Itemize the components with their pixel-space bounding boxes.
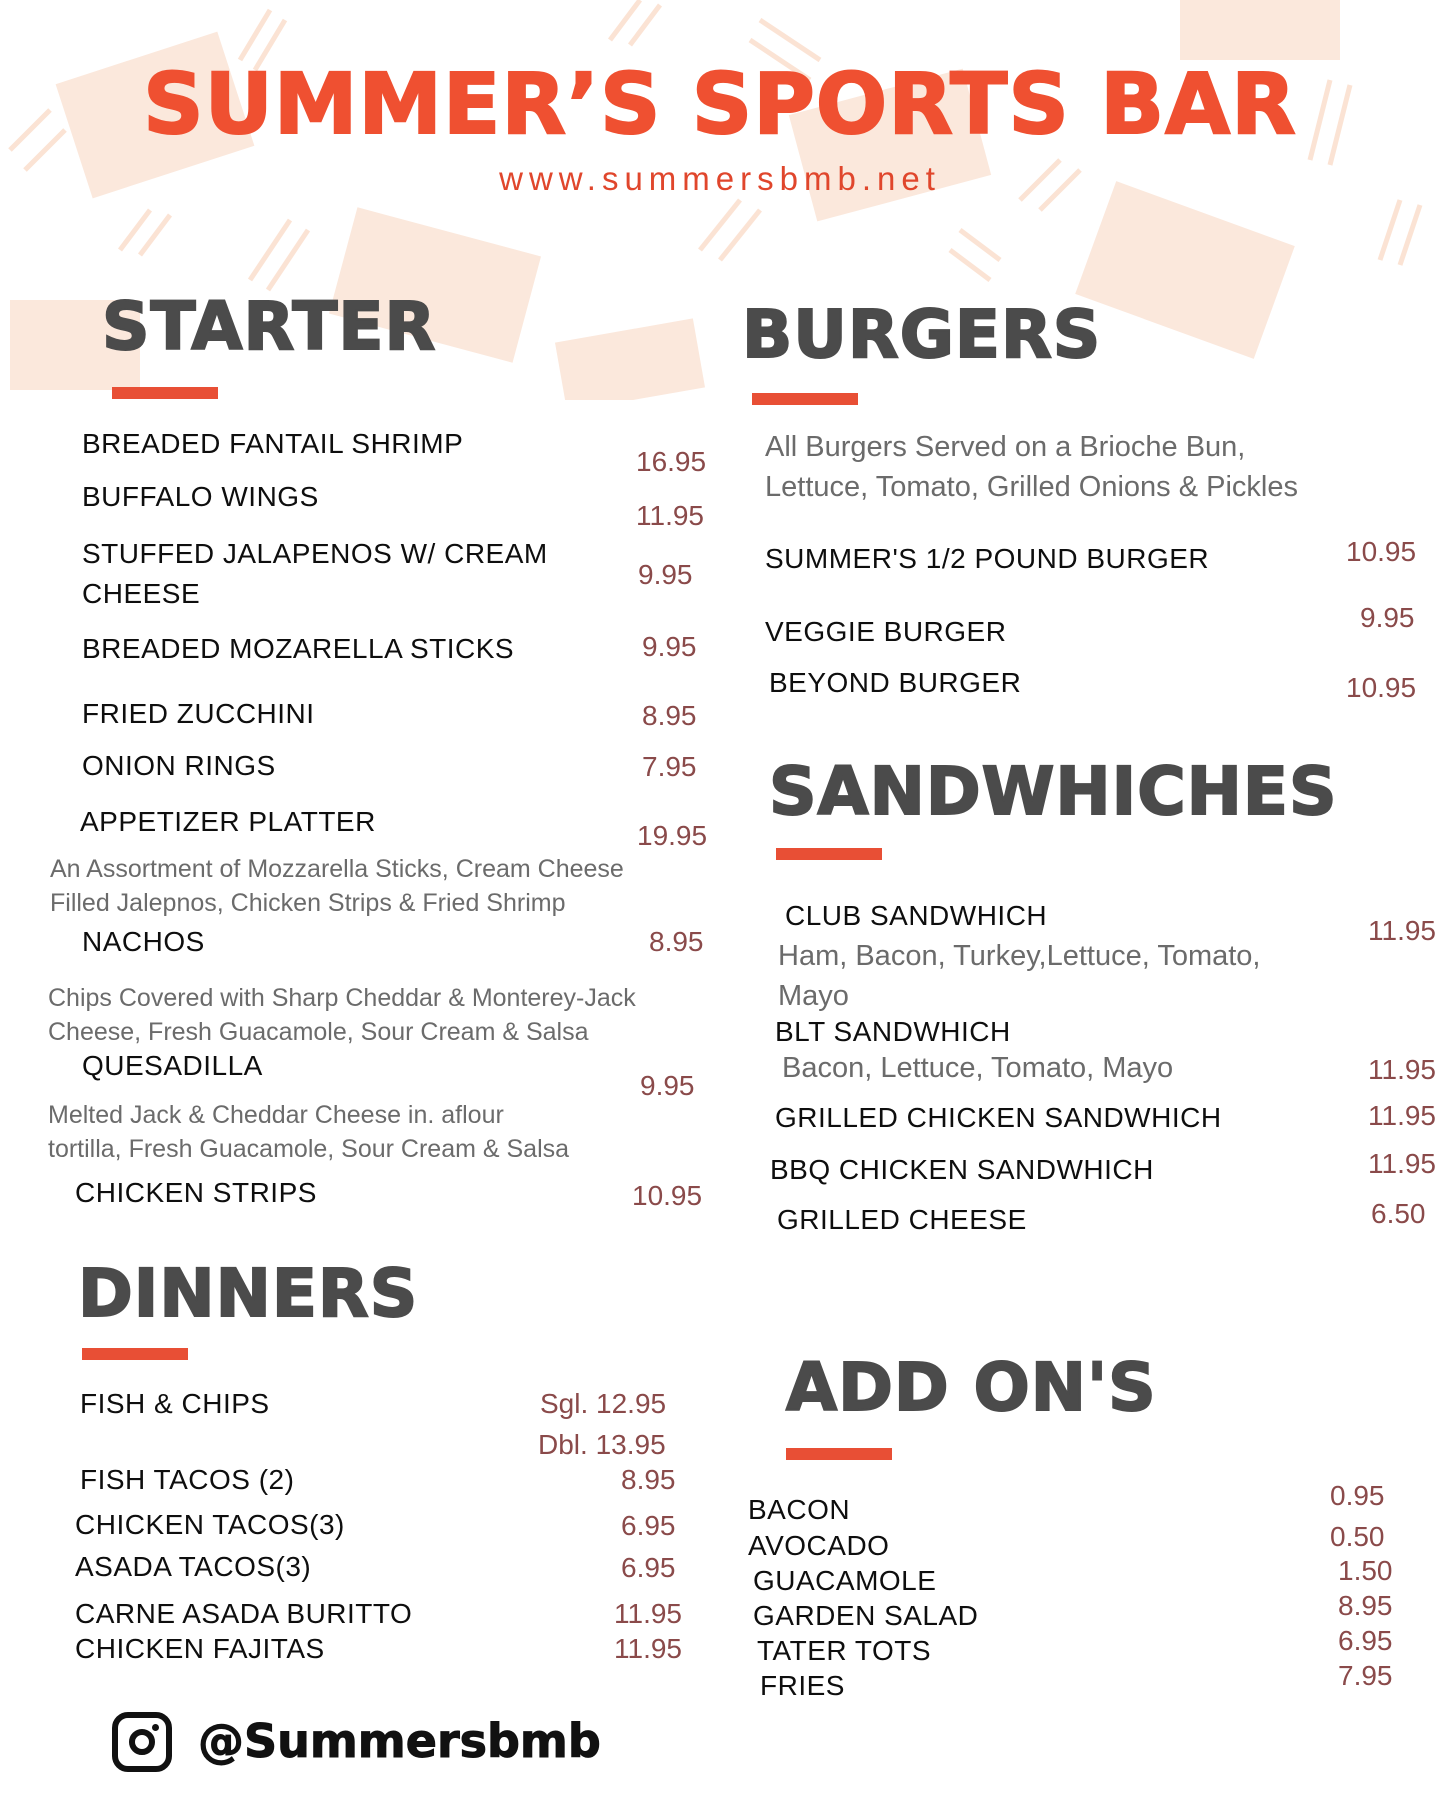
addons-underline — [786, 1448, 892, 1460]
burgers-description: Lettuce, Tomato, Grilled Onions & Pickles — [765, 471, 1298, 503]
menu-item-name: NACHOS — [82, 926, 205, 957]
menu-item-price: 6.50 — [1371, 1198, 1426, 1229]
menu-item-description: tortilla, Fresh Guacamole, Sour Cream & Salsa — [48, 1135, 570, 1163]
burgers-heading: BURGERS — [742, 296, 1102, 373]
menu-item-name: CHICKEN FAJITAS — [75, 1633, 325, 1664]
menu-item-price: 7.95 — [1338, 1660, 1393, 1691]
menu-item-name: FRIED ZUCCHINI — [82, 698, 315, 729]
menu-item-description: Filled Jalepnos, Chicken Strips & Fried Shrimp — [50, 889, 566, 917]
menu-item-name: SUMMER'S 1/2 POUND BURGER — [765, 543, 1210, 574]
restaurant-title: SUMMER’S SPORTS BAR — [143, 55, 1297, 153]
dinners-underline — [82, 1348, 188, 1360]
menu-item-description: Ham, Bacon, Turkey,Lettuce, Tomato, — [778, 940, 1261, 972]
menu-item-name: VEGGIE BURGER — [765, 616, 1007, 647]
menu-item-price: 8.95 — [649, 926, 704, 957]
starter-heading: STARTER — [102, 288, 437, 365]
burgers-underline — [752, 393, 858, 405]
menu-item-name: GUACAMOLE — [753, 1565, 937, 1596]
menu-item-price: 0.50 — [1330, 1521, 1385, 1552]
menu-item-price: 11.95 — [614, 1598, 682, 1629]
menu-item-price: 10.95 — [632, 1180, 703, 1211]
menu-item-name: BREADED MOZARELLA STICKS — [82, 633, 515, 664]
menu-item-name-cont: CHEESE — [82, 578, 201, 609]
menu-item-name: FISH & CHIPS — [80, 1388, 270, 1419]
addons-heading: ADD ON'S — [786, 1349, 1157, 1426]
menu-item-price: 11.95 — [1368, 1054, 1436, 1085]
menu-item-name: BACON — [748, 1494, 851, 1525]
website-url[interactable]: www.summersbmb.net — [499, 160, 941, 197]
menu-item-name: BBQ CHICKEN SANDWHICH — [770, 1154, 1154, 1185]
menu-item-name: QUESADILLA — [82, 1050, 263, 1081]
menu-item-price: 1.50 — [1338, 1555, 1393, 1586]
menu-item-price: 6.95 — [621, 1510, 676, 1541]
menu-item-name: GRILLED CHEESE — [777, 1204, 1027, 1235]
menu-item-price: 11.95 — [1368, 915, 1436, 946]
menu-item-name: CARNE ASADA BURITTO — [75, 1598, 413, 1629]
menu-item-price: 19.95 — [637, 820, 708, 851]
menu-item-price: 9.95 — [638, 559, 693, 590]
menu-item-price: 8.95 — [1338, 1590, 1393, 1621]
menu-item-name: FRIES — [760, 1670, 845, 1701]
menu-item-name: BEYOND BURGER — [769, 667, 1022, 698]
menu-item-price: 9.95 — [640, 1070, 695, 1101]
menu-item-name: APPETIZER PLATTER — [80, 806, 376, 837]
menu-item-description: Chips Covered with Sharp Cheddar & Monterey-Jack — [48, 984, 636, 1012]
menu-item-name: GARDEN SALAD — [753, 1600, 979, 1631]
burgers-description: All Burgers Served on a Brioche Bun, — [765, 431, 1246, 463]
menu-item-name: STUFFED JALAPENOS W/ CREAM — [82, 538, 548, 569]
menu-item-name: BLT SANDWHICH — [775, 1016, 1011, 1047]
menu-item-price: 9.95 — [1360, 602, 1415, 633]
menu-item-price: 6.95 — [621, 1552, 676, 1583]
menu-item-price-double: Dbl. 13.95 — [538, 1429, 666, 1460]
menu-item-price: 10.95 — [1346, 536, 1417, 567]
menu-item-price: 11.95 — [614, 1633, 682, 1664]
menu-item-price: 10.95 — [1346, 672, 1417, 703]
menu-item-name: FISH TACOS (2) — [80, 1464, 295, 1495]
menu-item-price: 8.95 — [642, 700, 697, 731]
menu-item-name: CLUB SANDWHICH — [785, 900, 1048, 931]
menu-item-name: BUFFALO WINGS — [82, 481, 319, 512]
menu-item-description: Mayo — [778, 980, 849, 1012]
dinners-heading: DINNERS — [78, 1255, 419, 1332]
menu-item-description: Bacon, Lettuce, Tomato, Mayo — [782, 1052, 1174, 1084]
menu-item-price: 11.95 — [1368, 1148, 1436, 1179]
starter-underline — [112, 387, 218, 399]
menu-item-name: CHICKEN TACOS(3) — [75, 1509, 345, 1540]
menu-item-name: AVOCADO — [748, 1530, 890, 1561]
sandwiches-underline — [776, 848, 882, 860]
menu-item-price: 0.95 — [1330, 1480, 1385, 1511]
instagram-handle[interactable]: @Summersbmb — [198, 1714, 601, 1768]
menu-item-name: BREADED FANTAIL SHRIMP — [82, 428, 464, 459]
menu-item-name: GRILLED CHICKEN SANDWHICH — [775, 1102, 1222, 1133]
menu-item-name: CHICKEN STRIPS — [75, 1177, 317, 1208]
menu-item-price: 11.95 — [1368, 1100, 1436, 1131]
menu-item-price: 16.95 — [636, 446, 707, 477]
menu-item-description: Melted Jack & Cheddar Cheese in. aflour — [48, 1101, 504, 1129]
menu-item-price: 8.95 — [621, 1464, 676, 1495]
menu-item-name: ASADA TACOS(3) — [75, 1551, 312, 1582]
menu-item-name: TATER TOTS — [757, 1635, 932, 1666]
menu-item-price: 6.95 — [1338, 1625, 1393, 1656]
menu-item-price: 11.95 — [636, 500, 704, 531]
menu-item-description: An Assortment of Mozzarella Sticks, Cream Cheese — [50, 855, 624, 883]
menu-item-price: 7.95 — [642, 751, 697, 782]
menu-item-price: 9.95 — [642, 631, 697, 662]
menu-item-price: Sgl. 12.95 — [540, 1388, 667, 1419]
sandwiches-heading: SANDWHICHES — [769, 753, 1338, 830]
menu-item-description: Cheese, Fresh Guacamole, Sour Cream & Salsa — [48, 1018, 589, 1046]
menu-item-name: ONION RINGS — [82, 750, 276, 781]
instagram-icon[interactable] — [112, 1712, 172, 1772]
